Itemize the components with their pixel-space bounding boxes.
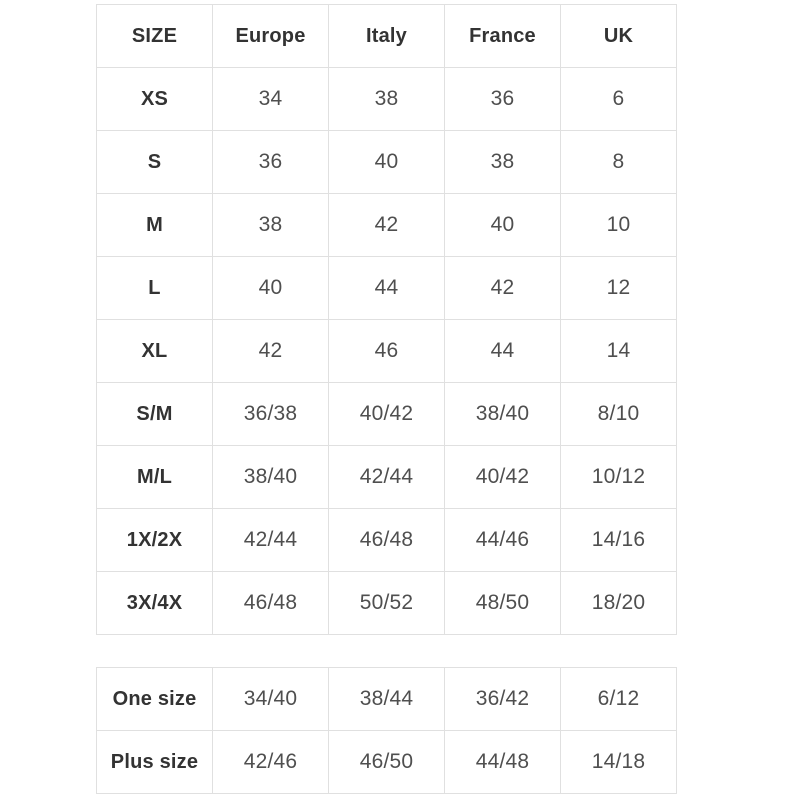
size-value-cell: 18/20	[561, 572, 677, 635]
column-header: Italy	[329, 5, 445, 68]
size-value-cell: 42	[445, 257, 561, 320]
size-table-body	[97, 68, 677, 635]
size-value-cell: 38	[445, 131, 561, 194]
size-value-cell: 44	[445, 320, 561, 383]
special-sizes-table	[96, 667, 677, 794]
size-conversion-table	[96, 4, 677, 635]
size-value-cell: 36	[445, 68, 561, 131]
header-row	[97, 5, 677, 68]
size-value-cell: 46/50	[329, 731, 445, 794]
size-value-cell: 46	[329, 320, 445, 383]
size-value-cell: 40	[445, 194, 561, 257]
size-value-cell: 38/40	[445, 383, 561, 446]
size-value-cell: 46/48	[213, 572, 329, 635]
size-value-cell: 40/42	[445, 446, 561, 509]
table-row	[97, 131, 677, 194]
table-row	[97, 446, 677, 509]
row-label: XL	[97, 320, 213, 383]
size-value-cell: 6	[561, 68, 677, 131]
row-label: M/L	[97, 446, 213, 509]
size-value-cell: 44/48	[445, 731, 561, 794]
row-label: 1X/2X	[97, 509, 213, 572]
size-value-cell: 38/40	[213, 446, 329, 509]
row-label: One size	[97, 668, 213, 731]
size-value-cell: 48/50	[445, 572, 561, 635]
size-value-cell: 40/42	[329, 383, 445, 446]
table-row	[97, 320, 677, 383]
column-header: SIZE	[97, 5, 213, 68]
size-value-cell: 38/44	[329, 668, 445, 731]
size-value-cell: 42	[329, 194, 445, 257]
table-row	[97, 68, 677, 131]
special-sizes-body	[97, 668, 677, 794]
size-value-cell: 8	[561, 131, 677, 194]
size-value-cell: 44	[329, 257, 445, 320]
column-header: Europe	[213, 5, 329, 68]
row-label: S	[97, 131, 213, 194]
size-value-cell: 44/46	[445, 509, 561, 572]
size-value-cell: 40	[329, 131, 445, 194]
table-row	[97, 572, 677, 635]
size-value-cell: 6/12	[561, 668, 677, 731]
size-value-cell: 42/44	[213, 509, 329, 572]
row-label: Plus size	[97, 731, 213, 794]
table-row	[97, 257, 677, 320]
size-value-cell: 34/40	[213, 668, 329, 731]
table-row	[97, 509, 677, 572]
table-row	[97, 668, 677, 731]
size-value-cell: 42/46	[213, 731, 329, 794]
size-value-cell: 10	[561, 194, 677, 257]
row-label: 3X/4X	[97, 572, 213, 635]
row-label: S/M	[97, 383, 213, 446]
size-value-cell: 36/42	[445, 668, 561, 731]
size-value-cell: 38	[329, 68, 445, 131]
row-label: XS	[97, 68, 213, 131]
size-value-cell: 14	[561, 320, 677, 383]
size-value-cell: 38	[213, 194, 329, 257]
size-value-cell: 8/10	[561, 383, 677, 446]
size-value-cell: 14/16	[561, 509, 677, 572]
size-value-cell: 36/38	[213, 383, 329, 446]
size-value-cell: 42/44	[329, 446, 445, 509]
row-label: M	[97, 194, 213, 257]
size-value-cell: 14/18	[561, 731, 677, 794]
size-value-cell: 12	[561, 257, 677, 320]
table-row	[97, 383, 677, 446]
table-row	[97, 731, 677, 794]
column-header: France	[445, 5, 561, 68]
size-value-cell: 50/52	[329, 572, 445, 635]
size-value-cell: 46/48	[329, 509, 445, 572]
table-row	[97, 194, 677, 257]
row-label: L	[97, 257, 213, 320]
size-value-cell: 40	[213, 257, 329, 320]
size-value-cell: 10/12	[561, 446, 677, 509]
size-value-cell: 42	[213, 320, 329, 383]
size-table-header	[97, 5, 677, 68]
size-value-cell: 36	[213, 131, 329, 194]
size-value-cell: 34	[213, 68, 329, 131]
column-header: UK	[561, 5, 677, 68]
